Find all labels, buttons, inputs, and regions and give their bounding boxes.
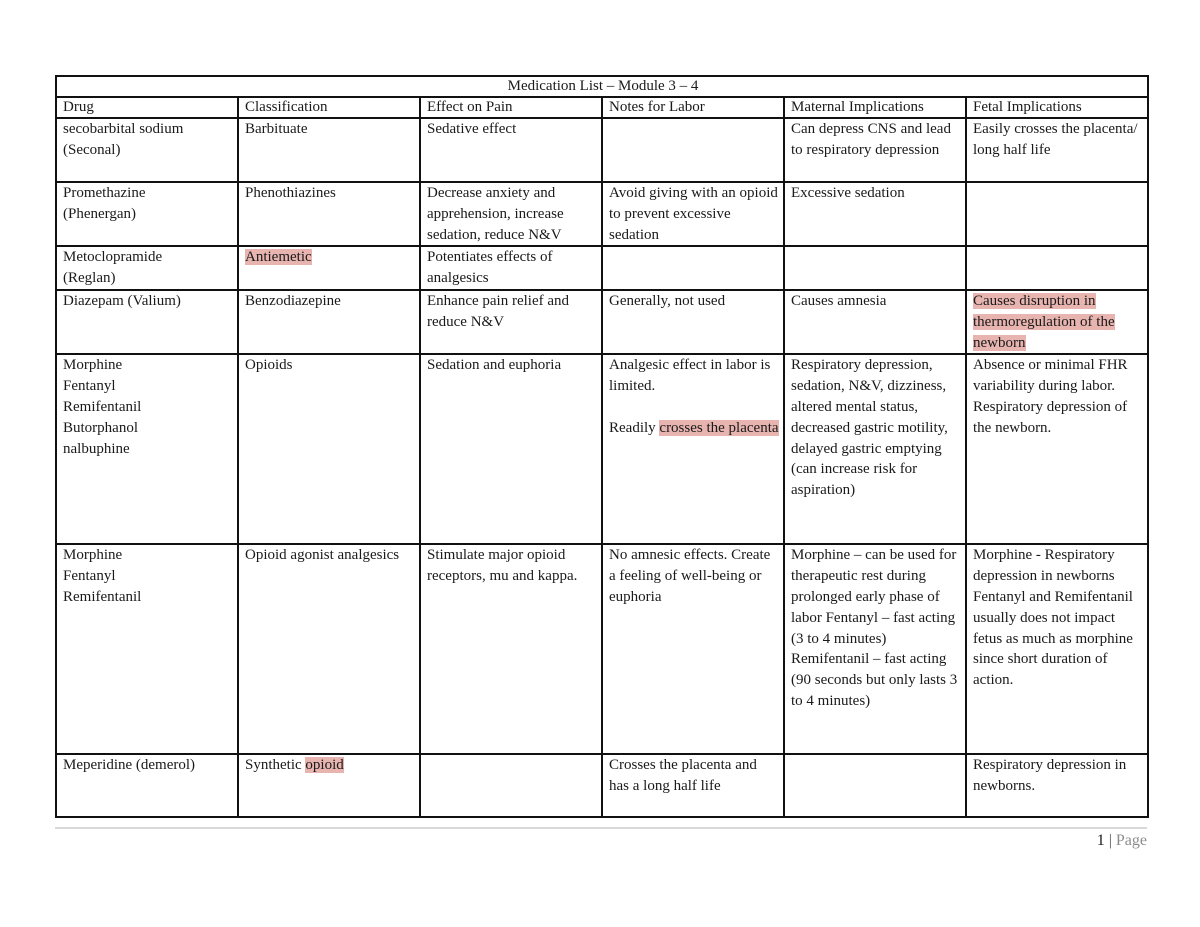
footer-divider [55, 827, 1147, 829]
drug-name: Fentanyl [63, 568, 116, 585]
highlighted-text: Antiemetic [245, 249, 312, 266]
page-label: Page [1115, 832, 1147, 849]
effect-cell: Sedation and euphoria [420, 354, 602, 544]
highlighted-text: opioid [305, 757, 344, 774]
drug-cell [56, 354, 238, 544]
header-effect-on-pain: Effect on Pain [420, 97, 602, 118]
page-number: 1 [1096, 832, 1105, 849]
drug-cell [56, 290, 238, 354]
table-row [56, 754, 1148, 817]
footer-separator: | [1108, 832, 1112, 849]
maternal-cell: Excessive sedation [784, 182, 966, 246]
medication-table [55, 75, 1149, 818]
notes-cell: Avoid giving with an opioid to prevent excessive sedation [602, 182, 784, 246]
drug-name: Morphine [63, 547, 123, 564]
classification-cell: Opioids [238, 354, 420, 544]
drug-name: Butorphanol [63, 419, 138, 436]
classification-cell: Opioid agonist analgesics [238, 544, 420, 754]
drug-name: Fentanyl [63, 378, 116, 395]
header-row [56, 97, 1148, 118]
drug-cell [56, 118, 238, 182]
document-page [55, 75, 1147, 818]
header-classification: Classification [238, 97, 420, 118]
drug-cell [56, 246, 238, 290]
table-row [56, 354, 1148, 544]
table-row [56, 544, 1148, 754]
fetal-cell: Morphine - Respiratory depression in newborns Fentanyl and Remifentanil usually does not impact fetus as much as morphine since short duration of action. [966, 544, 1148, 754]
header-drug: Drug [56, 97, 238, 118]
drug-cell [56, 754, 238, 817]
drug-name: nalbuphine [63, 440, 130, 457]
drug-name: Remifentanil [63, 398, 142, 415]
fetal-cell: Respiratory depression in newborns. [966, 754, 1148, 817]
fetal-cell: Easily crosses the placenta/ long half life [966, 118, 1148, 182]
drug-name: Promethazine [63, 185, 146, 201]
notes-paragraph: Analgesic effect in labor is limited. [609, 357, 771, 395]
drug-name: Remifentanil [63, 588, 142, 605]
notes-cell: No amnesic effects. Create a feeling of well-being or euphoria [602, 544, 784, 754]
notes-cell [602, 118, 784, 182]
header-fetal-implications: Fetal Implications [966, 97, 1148, 118]
highlighted-text: Causes disruption in thermoregulation of the newborn [973, 292, 1115, 351]
drug-name: secobarbital sodium [63, 121, 184, 137]
classification-cell: Barbituate [238, 118, 420, 182]
table-row [56, 246, 1148, 290]
classification-cell [238, 246, 420, 290]
maternal-cell [784, 246, 966, 290]
header-notes-for-labor: Notes for Labor [602, 97, 784, 118]
effect-cell: Enhance pain relief and reduce N&V [420, 290, 602, 354]
fetal-cell [966, 290, 1148, 354]
effect-cell: Stimulate major opioid receptors, mu and kappa. [420, 544, 602, 754]
drug-cell [56, 182, 238, 246]
highlighted-text: crosses the placenta [659, 419, 779, 436]
maternal-cell: Morphine – can be used for therapeutic rest during prolonged early phase of labor Fentanyl – fast acting (3 to 4 minutes) Remifentanil – fast acting (90 seconds but only lasts 3 to 4 minutes) [784, 544, 966, 754]
drug-name: Diazepam (Valium) [63, 292, 181, 309]
classification-cell [238, 754, 420, 817]
maternal-cell: Can depress CNS and lead to respiratory depression [784, 118, 966, 182]
drug-name: Morphine [63, 357, 123, 374]
effect-cell [420, 754, 602, 817]
notes-cell: Generally, not used [602, 290, 784, 354]
drug-name: Meperidine (demerol) [63, 757, 196, 774]
notes-cell: Crosses the placenta and has a long half life [602, 754, 784, 817]
notes-cell [602, 246, 784, 290]
effect-cell: Sedative effect [420, 118, 602, 182]
drug-brand: (Reglan) [63, 270, 116, 287]
maternal-cell: Causes amnesia [784, 290, 966, 354]
notes-paragraph: Readily [609, 419, 660, 436]
effect-cell: Potentiates effects of analgesics [420, 246, 602, 290]
notes-cell [602, 354, 784, 544]
classification-cell: Phenothiazines [238, 182, 420, 246]
drug-brand: (Seconal) [63, 141, 121, 158]
drug-name: Metoclopramide [63, 249, 163, 266]
header-maternal-implications: Maternal Implications [784, 97, 966, 118]
page-footer [1097, 832, 1147, 850]
fetal-cell [966, 246, 1148, 290]
drug-cell [56, 544, 238, 754]
drug-brand: (Phenergan) [63, 205, 137, 222]
classification-text: Synthetic [245, 757, 306, 774]
table-row [56, 118, 1148, 182]
fetal-cell [966, 182, 1148, 246]
maternal-cell: Respiratory depression, sedation, N&V, dizziness, altered mental status, decreased gastric motility, delayed gastric emptying (can increase risk for aspiration) [784, 354, 966, 544]
classification-cell: Benzodiazepine [238, 290, 420, 354]
table-title: Medication List – Module 3 – 4 [56, 76, 1148, 97]
table-row [56, 290, 1148, 354]
maternal-cell [784, 754, 966, 817]
effect-cell: Decrease anxiety and apprehension, increase sedation, reduce N&V [420, 182, 602, 246]
fetal-cell: Absence or minimal FHR variability during labor. Respiratory depression of the newborn. [966, 354, 1148, 544]
table-row [56, 182, 1148, 246]
